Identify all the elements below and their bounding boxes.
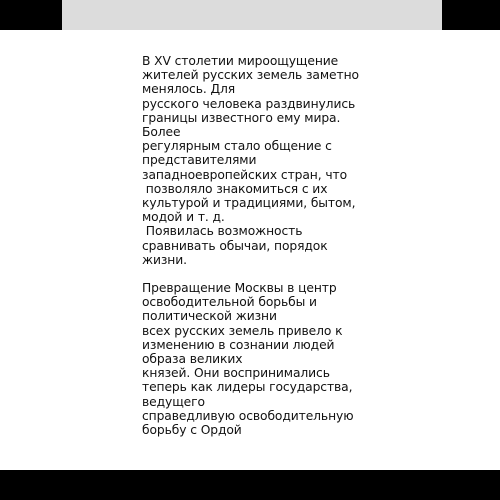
text-line: князей. Они воспринимались (142, 366, 330, 381)
text-line: сравнивать обычаи, порядок (142, 238, 328, 253)
text-line: образа великих (142, 352, 243, 367)
document-text (142, 54, 387, 437)
text-line: ведущего (142, 394, 205, 409)
text-line: Превращение Москвы в центр (142, 281, 337, 296)
text-line: русского человека раздвинулись (142, 96, 356, 111)
text-line: освободительной борьбы и (142, 295, 317, 310)
paragraph-1 (142, 54, 387, 267)
text-line: жизни. (142, 252, 187, 267)
top-gray-strip (62, 0, 442, 30)
text-line: представителями (142, 153, 257, 168)
text-line: регулярным стало общение с (142, 139, 332, 154)
text-line: всех русских земель привело к (142, 323, 343, 338)
text-line: В XV столетии мироощущение (142, 54, 339, 68)
text-line: западноевропейских стран, что (142, 167, 347, 182)
text-line: границы известного ему мира. (142, 110, 341, 125)
text-line: Более (142, 125, 181, 140)
text-line: борьбу с Ордой (142, 423, 242, 438)
text-line: теперь как лидеры государства, (142, 380, 353, 395)
text-line: справедливую освободительную (142, 408, 354, 423)
paragraph-gap (142, 267, 387, 281)
paragraph-2 (142, 281, 387, 437)
text-line: изменению в сознании людей (142, 337, 335, 352)
text-line: модой и т. д. (142, 210, 225, 225)
text-line: жителей русских земель заметно (142, 68, 359, 83)
text-line: политической жизни (142, 309, 277, 324)
text-line: менялось. Для (142, 82, 236, 97)
document-page (0, 30, 500, 470)
text-line: Появилась возможность (142, 224, 303, 239)
text-line: культурой и традициями, бытом, (142, 196, 356, 211)
text-line: позволяло знакомиться с их (142, 181, 328, 196)
